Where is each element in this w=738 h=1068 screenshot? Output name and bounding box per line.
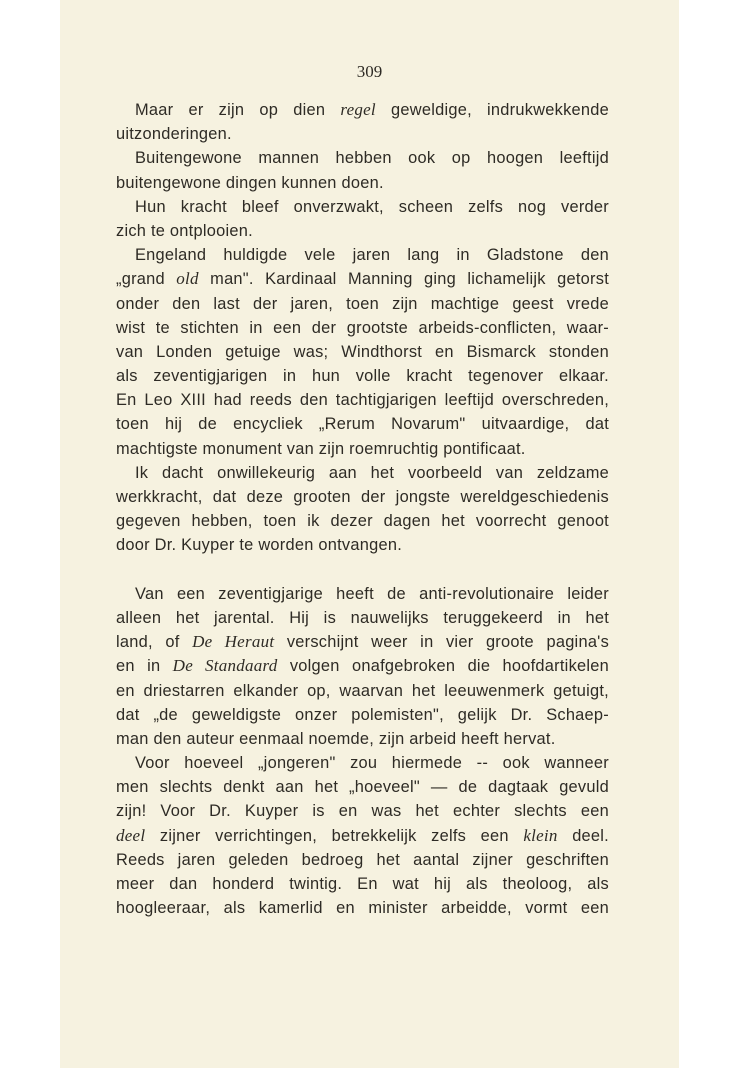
text-run: land, of — [116, 633, 193, 652]
italic-text: deel — [116, 825, 146, 845]
text-run: volgen onafgebroken die hoofdartikelen — [277, 657, 609, 676]
text-run: En Leo XIII had reeds den tachtigjarigen leeftijd overschreden, — [116, 391, 609, 410]
text-run: als zeventigjarigen in hun volle kracht tegenover elkaar. — [116, 367, 609, 386]
text-run: uitzonderingen. — [116, 125, 232, 144]
text-line — [116, 219, 609, 243]
text-line — [116, 630, 609, 654]
italic-text: De Standaard — [172, 656, 278, 676]
text-line — [116, 727, 609, 751]
text-run: geweldige, indrukwekkende — [375, 101, 609, 119]
text-line — [116, 896, 609, 920]
text-line — [116, 533, 609, 557]
text-line — [116, 654, 609, 678]
text-run: man". Kardinaal Manning ging lichamelijk getorst — [198, 270, 609, 289]
text-run: van Londen getuige was; Windthorst en Bismarck stonden — [116, 342, 609, 361]
paragraph — [116, 243, 609, 461]
text-line — [116, 292, 609, 316]
text-line — [116, 388, 609, 412]
text-line — [116, 146, 609, 170]
text-line — [116, 243, 609, 267]
text-run: dat „de geweldigste onzer polemisten", gelijk Dr. Schaep- — [116, 705, 609, 724]
text-run: en driestarren elkander op, waarvan het leeuwenmerk getuigt, — [116, 681, 609, 700]
text-line — [116, 872, 609, 896]
text-line — [116, 848, 609, 872]
book-page — [60, 0, 679, 1068]
text-run: Buitengewone mannen hebben ook op hoogen leeftijd — [135, 149, 609, 168]
text-run: toen hij de encycliek „Rerum Novarum" uitvaardige, dat — [116, 415, 609, 434]
text-line — [116, 340, 609, 364]
text-run: Hun kracht bleef onverzwakt, scheen zelfs nog verder — [135, 197, 609, 216]
text-run: Engeland huldigde vele jaren lang in Gladstone den — [135, 246, 609, 265]
text-line — [116, 703, 609, 727]
text-run: Van een zeventigjarige heeft de anti-revolutionaire leider — [135, 584, 609, 603]
paragraph — [116, 146, 609, 194]
text-run: Voor hoeveel „jongeren" zou hiermede -- ook wanneer — [135, 754, 609, 773]
text-line — [116, 461, 609, 485]
text-run: werkkracht, dat deze grooten der jongste wereldgeschiedenis — [116, 488, 609, 506]
body-text — [116, 98, 609, 920]
paragraph — [116, 98, 609, 146]
text-line — [116, 509, 609, 533]
text-line — [116, 485, 609, 509]
text-run: zich te ontplooien. — [116, 221, 253, 240]
page-number: 309 — [356, 62, 383, 81]
text-run: onder den last der jaren, toen zijn machtige geest vrede — [116, 294, 609, 313]
text-line — [116, 171, 609, 195]
text-line — [116, 195, 609, 219]
text-line — [116, 122, 609, 146]
text-line — [116, 316, 609, 340]
text-run: hoogleeraar, als kamerlid en minister arbeidde, vormt een — [116, 899, 609, 918]
paragraph — [116, 461, 609, 558]
paragraph — [116, 195, 609, 243]
text-line — [116, 98, 609, 122]
text-line — [116, 606, 609, 630]
text-run: zijner verrichtingen, betrekkelijk zelfs een — [145, 826, 524, 845]
text-line — [116, 412, 609, 436]
text-run: man den auteur eenmaal noemde, zijn arbeid heeft hervat. — [116, 729, 556, 748]
text-run: buitengewone dingen kunnen doen. — [116, 173, 384, 192]
text-line — [116, 799, 609, 823]
italic-text: klein — [523, 825, 558, 845]
text-run: door Dr. Kuyper te worden ontvangen. — [116, 536, 402, 555]
text-run: deel. — [557, 826, 609, 845]
paragraph — [116, 751, 609, 920]
text-line — [116, 679, 609, 703]
italic-text: old — [176, 269, 199, 289]
text-line — [116, 267, 609, 291]
text-run: alleen het jarental. Hij is nauwelijks teruggekeerd in het — [116, 608, 609, 627]
text-run: „grand — [116, 270, 177, 289]
italic-text: De Heraut — [192, 632, 275, 652]
text-line — [116, 437, 609, 461]
text-line — [116, 751, 609, 775]
text-run: verschijnt weer in vier groote pagina's — [274, 633, 610, 652]
text-run: meer dan honderd twintig. En wat hij als theoloog, als — [116, 875, 609, 893]
text-run: Maar er zijn op dien — [135, 101, 341, 119]
text-run: Reeds jaren geleden bedroeg het aantal zijner geschriften — [116, 850, 609, 869]
text-run: men slechts denkt aan het „hoeveel" — de dagtaak gevuld — [116, 778, 609, 797]
text-line — [116, 364, 609, 388]
paragraph — [116, 582, 609, 751]
text-run: machtigste monument van zijn roemruchtig pontificaat. — [116, 439, 526, 458]
italic-text: regel — [340, 100, 376, 119]
text-line — [116, 824, 609, 848]
text-run: Ik dacht onwillekeurig aan het voorbeeld van zeldzame — [135, 463, 609, 482]
text-run: gegeven hebben, toen ik dezer dagen het voorrecht genoot — [116, 512, 609, 531]
text-run: wist te stichten in een der grootste arbeids-conflicten, waar- — [116, 318, 609, 337]
text-line — [116, 775, 609, 799]
text-run: en in — [116, 657, 173, 676]
text-line — [116, 582, 609, 606]
section-gap — [116, 558, 609, 582]
text-run: zijn! Voor Dr. Kuyper is en was het echter slechts een — [116, 802, 609, 821]
